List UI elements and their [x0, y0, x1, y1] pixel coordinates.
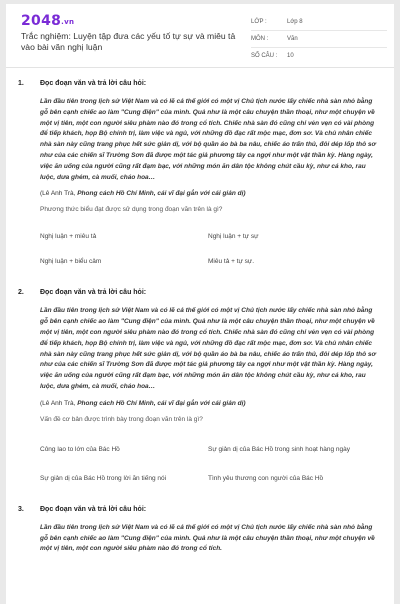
citation-work: Phong cách Hồ Chí Minh, cái vĩ đại gắn với cái giản dị)	[77, 190, 246, 198]
meta-row-grade	[251, 14, 387, 31]
question-item	[18, 289, 376, 491]
question-heading	[18, 80, 376, 87]
meta-row-count	[251, 48, 387, 65]
answer-option[interactable]: Sự giản dị của Bác Hồ trong sinh hoạt hàng ngày	[208, 446, 351, 454]
question-number: 1.	[18, 80, 24, 87]
passage-text: Lần đầu tiên trong lịch sử Việt Nam và có lẽ cả thế giới có một vị Chủ tịch nước lấy chiếc nhà sàn nhỏ bằng gỗ bên cạnh chiếc ao làm "Cung điện" của mình. Quả như là một câu chuyện thần thoại, như một chuyện về một vị tiên, một con người siêu phàm nào đó trong cổ tích. Chiếc nhà sàn đó cũng chỉ vẻn vẹn có vài phòng để tiếp khách, họp Bộ chính trị, làm việc và ngủ, với những đồ đạc rất mộc mạc, đơn sơ. Và chủ nhân chiếc nhà sàn này cũng trang phục hết sức giản dị, với bộ quần áo bà ba nâu, chiếc áo trấn thủ, đôi dép lốp thô sơ như của các chiến sĩ Trường Sơn đã được một tác giả phương tây ca ngợi như một vật thần kỳ. Hàng ngày, việc ăn uống của người cũng rất đạm bạc, với những món ăn dân tộc không chút cầu kỳ, như cá kho, rau luộc, dưa ghém, cà muối, cháo hoa…	[40, 307, 376, 390]
logo-suffix: .vn	[61, 18, 75, 26]
answer-option[interactable]: Nghị luận + tự sự	[208, 233, 259, 241]
document-header	[6, 4, 394, 68]
question-number: 2.	[18, 289, 24, 297]
document-page	[6, 4, 394, 604]
passage-text: Lần đầu tiên trong lịch sử Việt Nam và có lẽ cả thế giới có một vị Chủ tịch nước lấy chiếc nhà sàn nhỏ bằng gỗ bên cạnh chiếc ao làm "Cung điện" của mình. Quả như là một câu chuyện thần thoại, như một chuyện về một vị tiên, một con người siêu phàm nào đó trong cổ tích. Chiếc nhà sàn đó cũng chỉ vẻn vẹn có vài phòng để tiếp khách, họp Bộ chính trị, làm việc và ngủ, với những đồ đạc rất mộc mạc, đơn sơ. Và chủ nhân chiếc nhà sàn này cũng trang phục hết sức giản dị, với bộ quần áo bà ba nâu, chiếc áo trấn thủ, đôi dép lốp thô sơ như của các chiến sĩ Trường Sơn đã được một tác giả phương tây ca ngợi như một vật thần kỳ. Hàng ngày, việc ăn uống của người cũng rất đạm bạc, với những món ăn dân tộc không chút cầu kỳ, như cá kho, rau luộc, dưa ghém, cà muối, cháo hoa…	[40, 98, 376, 181]
question-heading-text: Đọc đoạn văn và trả lời câu hỏi:	[40, 505, 147, 513]
question-item	[18, 506, 376, 555]
question-heading	[18, 289, 376, 296]
meta-value: Lớp 8	[287, 19, 303, 25]
answer-option[interactable]: Nghị luận + miêu tả	[40, 233, 97, 241]
question-prompt: Vấn đề cơ bản được trình bày trong đoạn văn trên là gì?	[40, 415, 203, 423]
answer-option[interactable]: Tình yêu thương con người của Bác Hồ	[208, 474, 324, 482]
question-heading-text: Đọc đoạn văn và trả lời câu hỏi:	[40, 80, 147, 87]
meta-value: Văn	[287, 36, 298, 42]
answer-option[interactable]: Miêu tả + tự sự.	[208, 258, 255, 266]
question-prompt: Phương thức biểu đạt được sử dụng trong đoạn văn trên là gì?	[40, 206, 223, 214]
logo-text: 2048	[21, 13, 62, 29]
citation-author: (Lê Anh Trà,	[40, 399, 78, 407]
citation	[40, 399, 376, 409]
answer-option[interactable]: Công lao to lớn của Bác Hồ	[40, 446, 120, 454]
quiz-meta-table	[251, 14, 387, 65]
meta-value: 10	[287, 53, 294, 59]
question-number: 3.	[18, 505, 24, 513]
question-item	[18, 80, 376, 275]
meta-label: SỐ CÂU :	[251, 53, 278, 59]
meta-label: LỚP :	[251, 19, 267, 25]
meta-row-subject	[251, 31, 387, 48]
question-list	[6, 68, 394, 555]
page-title: Trắc nghiệm: Luyện tập đưa các yếu tố tự sự và miêu tả vào bài văn nghị luận	[21, 31, 236, 52]
question-heading-text: Đọc đoạn văn và trả lời câu hỏi:	[40, 289, 147, 297]
answer-option[interactable]: Nghị luận + biểu cảm	[40, 258, 102, 266]
passage-text: Lần đầu tiên trong lịch sử Việt Nam và có lẽ cả thế giới có một vị Chủ tịch nước lấy chiếc nhà sàn nhỏ bằng gỗ bên cạnh chiếc ao làm "Cung điện" của mình. Quả như là một câu chuyện thần thoại, như một chuyện về một vị tiên, một con người siêu phàm nào đó trong cổ tích.	[40, 523, 375, 553]
citation-work: Phong cách Hồ Chí Minh, cái vĩ đại gắn với cái giản dị)	[77, 399, 246, 407]
answer-option[interactable]: Sự giản dị của Bác Hồ trong lời ăn tiếng nói	[40, 474, 167, 482]
answer-options	[40, 435, 376, 492]
citation	[40, 189, 376, 199]
citation-author: (Lê Anh Trà,	[40, 190, 78, 198]
answer-options	[40, 225, 376, 275]
site-logo[interactable]	[21, 13, 74, 29]
question-heading	[18, 506, 376, 513]
meta-label: MÔN :	[251, 36, 269, 42]
